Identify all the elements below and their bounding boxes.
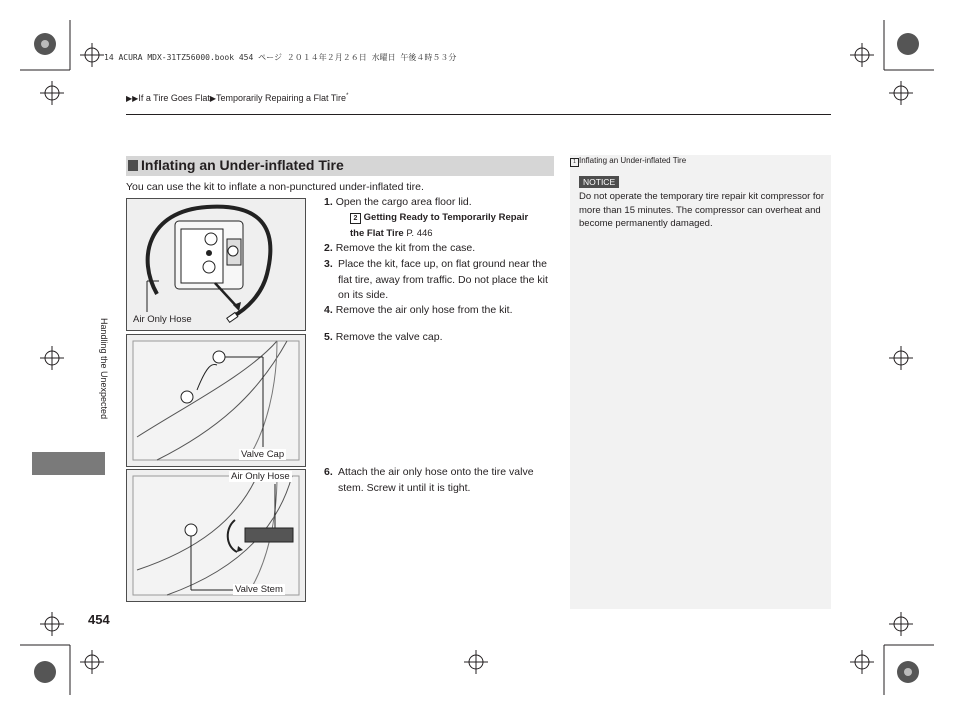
step-text: Remove the kit from the case. (335, 242, 476, 254)
breadcrumb (126, 93, 348, 103)
step-text: Open the cargo area floor lid. (335, 196, 472, 208)
print-header: 14 ACURA MDX-31TZ56000.book 454 ページ ２０１４年２月２６日 水曜日 午後４時５３分 (104, 53, 457, 62)
xref-page[interactable]: P. 446 (406, 228, 433, 239)
step-4 (324, 303, 556, 319)
figure-valve-cap (126, 334, 306, 467)
xref-title-line2[interactable]: the Flat Tire (350, 228, 404, 239)
step-number: 2. (324, 242, 333, 254)
breadcrumb-item-flat-tire[interactable]: If a Tire Goes Flat (138, 93, 210, 103)
valve-cap-illustration (127, 335, 305, 466)
step-2 (324, 241, 556, 257)
side-note-heading (570, 156, 686, 167)
intro-text: You can use the kit to inflate a non-punctured under-inflated tire. (126, 181, 424, 193)
step-1 (324, 195, 556, 211)
compressor-kit-illustration (127, 199, 305, 330)
callout-air-only-hose: Air Only Hose (133, 314, 192, 325)
step-number: 3. (324, 258, 333, 270)
breadcrumb-arrow-icon: ▶▶ (126, 94, 139, 103)
xref-title-line1[interactable]: Getting Ready to Temporarily Repair (363, 212, 529, 223)
step-number: 6. (324, 466, 333, 478)
step-5 (324, 330, 556, 346)
callout-valve-stem: Valve Stem (235, 584, 283, 595)
step-3 (324, 257, 556, 304)
header-rule (126, 114, 831, 115)
step-number: 5. (324, 331, 333, 343)
notice-text: Do not operate the temporary tire repair kit compressor for more than 15 minutes. The compressor can overheat and become permanently damaged. (579, 191, 824, 229)
callout-valve-cap: Valve Cap (241, 449, 285, 460)
step-text: Remove the air only hose from the kit. (335, 304, 513, 316)
side-note-title: Inflating an Under-inflated Tire (579, 156, 687, 165)
figure-compressor-kit (126, 198, 306, 331)
page-number: 454 (88, 612, 110, 627)
section-title-bar (126, 156, 554, 176)
breadcrumb-footnote-mark: * (346, 93, 349, 99)
step-text: Attach the air only hose onto the tire valve stem. Screw it until it is tight. (338, 466, 534, 494)
step-6 (324, 465, 556, 496)
breadcrumb-item-repair[interactable]: Temporarily Repairing a Flat Tire (216, 93, 347, 103)
valve-stem-illustration (127, 470, 305, 601)
chapter-tab-marker (32, 452, 105, 475)
breadcrumb-separator-icon: ▶ (209, 94, 216, 103)
step-number: 4. (324, 304, 333, 316)
chapter-tab-label: Handling the Unexpected (99, 318, 109, 420)
note-marker-icon: 1 (570, 158, 579, 167)
step-number: 1. (324, 196, 333, 208)
figure-valve-stem (126, 469, 306, 602)
section-square-icon (128, 160, 138, 171)
cross-reference[interactable] (350, 210, 555, 242)
step-text: Place the kit, face up, on flat ground near the flat tire, away from traffic. Do not place the kit on its side. (338, 258, 548, 301)
notice-badge: NOTICE (579, 176, 619, 188)
callout-air-only-hose-2: Air Only Hose (231, 471, 290, 482)
section-title: Inflating an Under-inflated Tire (141, 157, 344, 173)
step-text: Remove the valve cap. (335, 331, 443, 343)
xref-arrow-icon: 2 (350, 213, 361, 224)
